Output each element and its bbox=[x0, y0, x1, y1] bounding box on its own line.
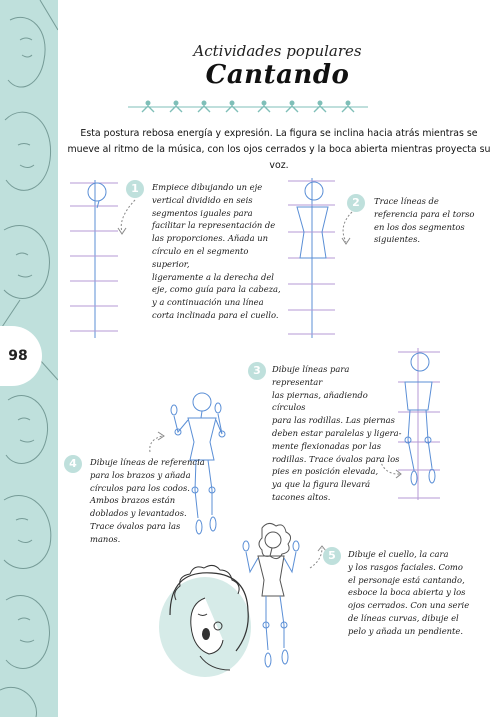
step-number-2: 2 bbox=[347, 194, 365, 212]
face-detail-inset bbox=[159, 565, 251, 677]
step-number-3: 3 bbox=[248, 362, 266, 380]
step-number-4: 4 bbox=[64, 455, 82, 473]
step-text-4: Dibuje líneas de referencia para los brazos y añada círculos para los codos. Ambos brazos están doblados y levantados. Trace óvalos para las manos. bbox=[90, 457, 205, 544]
step-number-5: 5 bbox=[323, 547, 341, 565]
step-text-1: Empiece dibujando un eje vertical dividido en seis segmentos iguales para facilitar la representación de las proporciones. Añada un círculo en el segmento superior, ligeramente a la derecha del eje, como guía para la cabeza, y a continuación una línea corta inclinada para el cuello. bbox=[152, 182, 281, 320]
page-title: Cantando bbox=[205, 60, 350, 90]
step-number-1: 1 bbox=[126, 180, 144, 198]
step3-figure bbox=[398, 348, 440, 500]
step-text-3: Dibuje líneas para representar las piernas, añadiendo círculos para las rodillas. Las piernas deben estar paralelas y ligera- mente flexionadas por las rodillas. Trace óvalos para los pies en posición elevada, ya que la figura llevará tacones altos. bbox=[272, 364, 402, 502]
section-kicker: Actividades populares bbox=[193, 42, 362, 60]
step5-figure bbox=[243, 523, 299, 667]
step1-figure bbox=[70, 180, 118, 338]
intro-paragraph: Esta postura rebosa energía y expresión. La figura se inclina hacia atrás mientras se mueve al ritmo de la música, con los ojos cerrados y la boca abierta mientras proyecta su voz. bbox=[67, 128, 491, 171]
page-number: 98 bbox=[8, 348, 28, 364]
step-text-2: Trace líneas de referencia para el torso en los dos segmentos siguientes. bbox=[374, 196, 475, 245]
step-text-5: Dibuje el cuello, la cara y los rasgos faciales. Como el personaje está cantando, esboce la boca abierta y los ojos cerrados. Con una serie de líneas curvas, dibuje el pelo y añada un pendiente. bbox=[348, 549, 470, 636]
step2-figure bbox=[288, 178, 335, 338]
